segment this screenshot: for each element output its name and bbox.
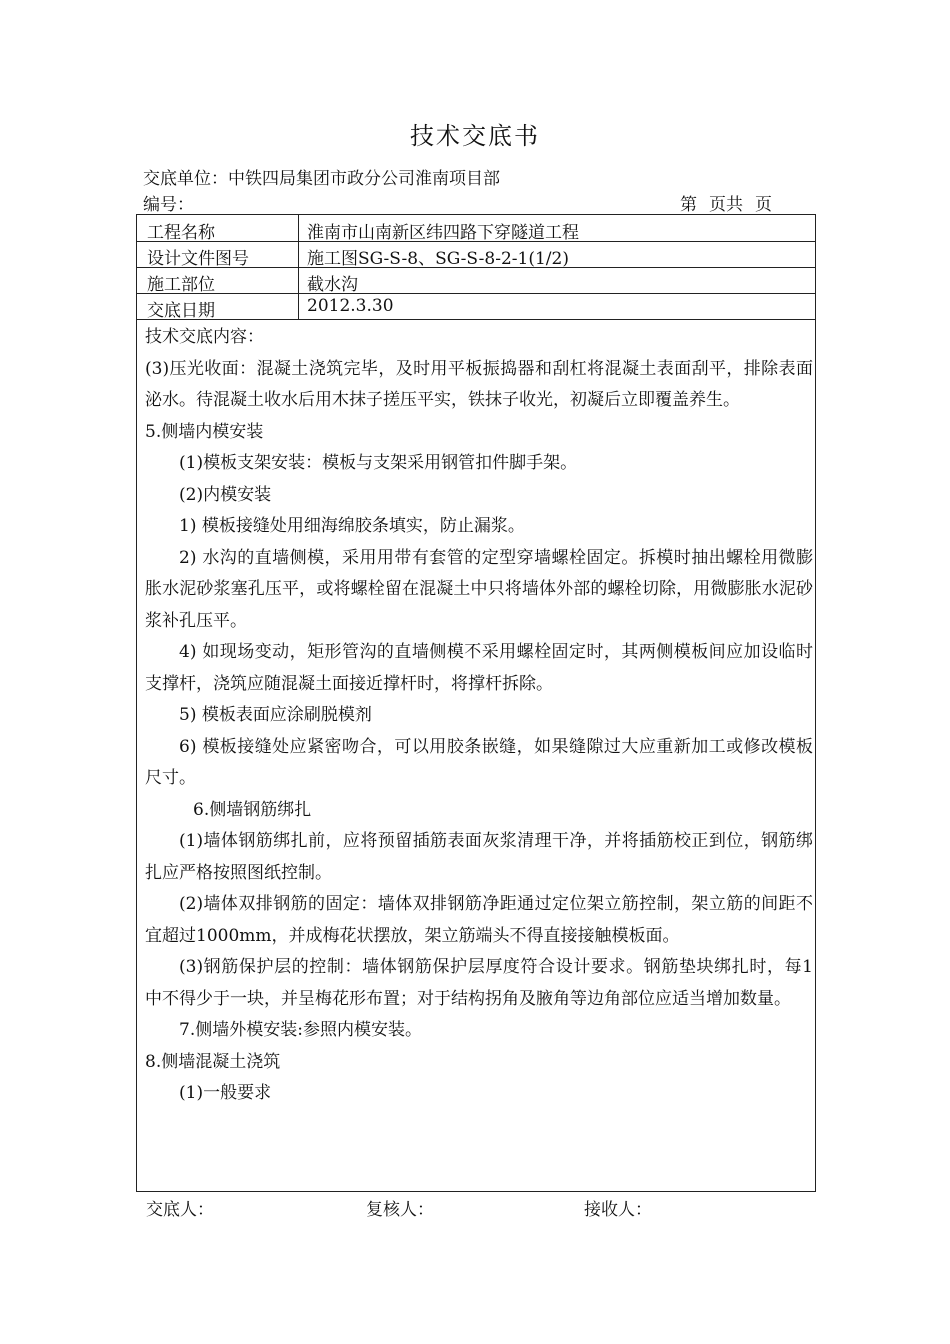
content-paragraph: (1)墙体钢筋绑扎前，应将预留插筋表面灰浆清理干净，并将插筋校正到位，钢筋绑扎应严格按照图纸控制。 — [145, 831, 813, 883]
content-paragraph: 6) 模板接缝处应紧密吻合，可以用胶条嵌缝，如果缝隙过大应重新加工或修改模板尺寸。 — [145, 736, 813, 788]
document-title: 技术交底书 — [410, 122, 540, 150]
content-paragraph: (1)一般要求 — [179, 1083, 272, 1103]
content-heading: 技术交底内容： — [145, 327, 264, 347]
disclosure-unit: 交底单位：中铁四局集团市政分公司淮南项目部 — [143, 169, 500, 189]
receiver-signature: 接收人： — [584, 1200, 652, 1220]
design-doc-label: 设计文件图号 — [147, 249, 249, 269]
date-label: 交底日期 — [147, 301, 215, 321]
page-info-part: 页 — [755, 195, 772, 215]
document-number-label: 编号： — [143, 195, 194, 215]
section-heading: 8.侧墙混凝土浇筑 — [145, 1051, 281, 1072]
content-paragraph: 4) 如现场变动，矩形管沟的直墙侧模不采用螺栓固定时，其两侧模板间应加设临时支撑杆，浇筑应随混凝土面接近撑杆时，将撑杆拆除。 — [145, 642, 813, 694]
content-paragraph: (1)模板支架安装：模板与支架采用钢管扣件脚手架。 — [179, 453, 578, 473]
page-info-part: 页共 — [709, 195, 743, 215]
section-heading: 6.侧墙钢筋绑扎 — [193, 799, 312, 820]
table-row — [137, 267, 815, 294]
design-doc-value: 施工图SG-S-8、SG-S-8-2-1(1/2) — [307, 249, 569, 269]
position-value: 截水沟 — [307, 275, 358, 295]
table-row — [137, 215, 815, 242]
disclosure-table — [136, 214, 830, 1192]
table-row — [137, 241, 815, 268]
disclosure-content — [145, 322, 830, 1110]
content-paragraph: (3)钢筋保护层的控制：墙体钢筋保护层厚度符合设计要求。钢筋垫块绑扎时，每1 中不得少于一块，并呈梅花形布置；对于结构拐角及腋角等边角部位应适当增加数量。 — [145, 957, 830, 1009]
content-paragraph: (2)墙体双排钢筋的固定：墙体双排钢筋净距通过定位架立筋控制，架立筋的间距不宜超过1000mm，并成梅花状摆放，架立筋端头不得直接接触模板面。 — [145, 894, 813, 946]
content-paragraph: (2)内模安装 — [179, 484, 272, 505]
project-name-value: 淮南市山南新区纬四路下穿隧道工程 — [307, 223, 579, 243]
page-info-part: 第 — [680, 195, 697, 215]
content-paragraph: 2) 水沟的直墙侧模，采用用带有套管的定型穿墙螺栓固定。拆模时抽出螺栓用微膨胀水泥砂浆塞孔压平，或将螺栓留在混凝土中只将墙体外部的螺栓切除，用微膨胀水泥砂浆补孔压平。 — [145, 547, 813, 631]
presenter-signature: 交底人： — [146, 1200, 214, 1220]
content-paragraph: 1) 模板接缝处用细海绵胶条填实，防止漏浆。 — [179, 516, 525, 536]
section-heading: 7.侧墙外模安装:参照内模安装。 — [179, 1020, 422, 1040]
reviewer-signature: 复核人： — [366, 1200, 434, 1220]
date-value: 2012.3.30 — [307, 296, 394, 316]
content-paragraph: (3)压光收面：混凝土浇筑完毕，及时用平板振捣器和刮杠将混凝土表面刮平，排除表面泌水。待混凝土收水后用木抹子搓压平实，铁抹子收光，初凝后立即覆盖养生。 — [145, 358, 813, 410]
content-paragraph: 5) 模板表面应涂刷脱模剂 — [179, 705, 372, 725]
table-row — [137, 293, 815, 320]
project-name-label: 工程名称 — [147, 223, 215, 243]
page-info — [680, 190, 784, 215]
position-label: 施工部位 — [147, 275, 215, 295]
section-heading: 5.侧墙内模安装 — [145, 421, 264, 442]
